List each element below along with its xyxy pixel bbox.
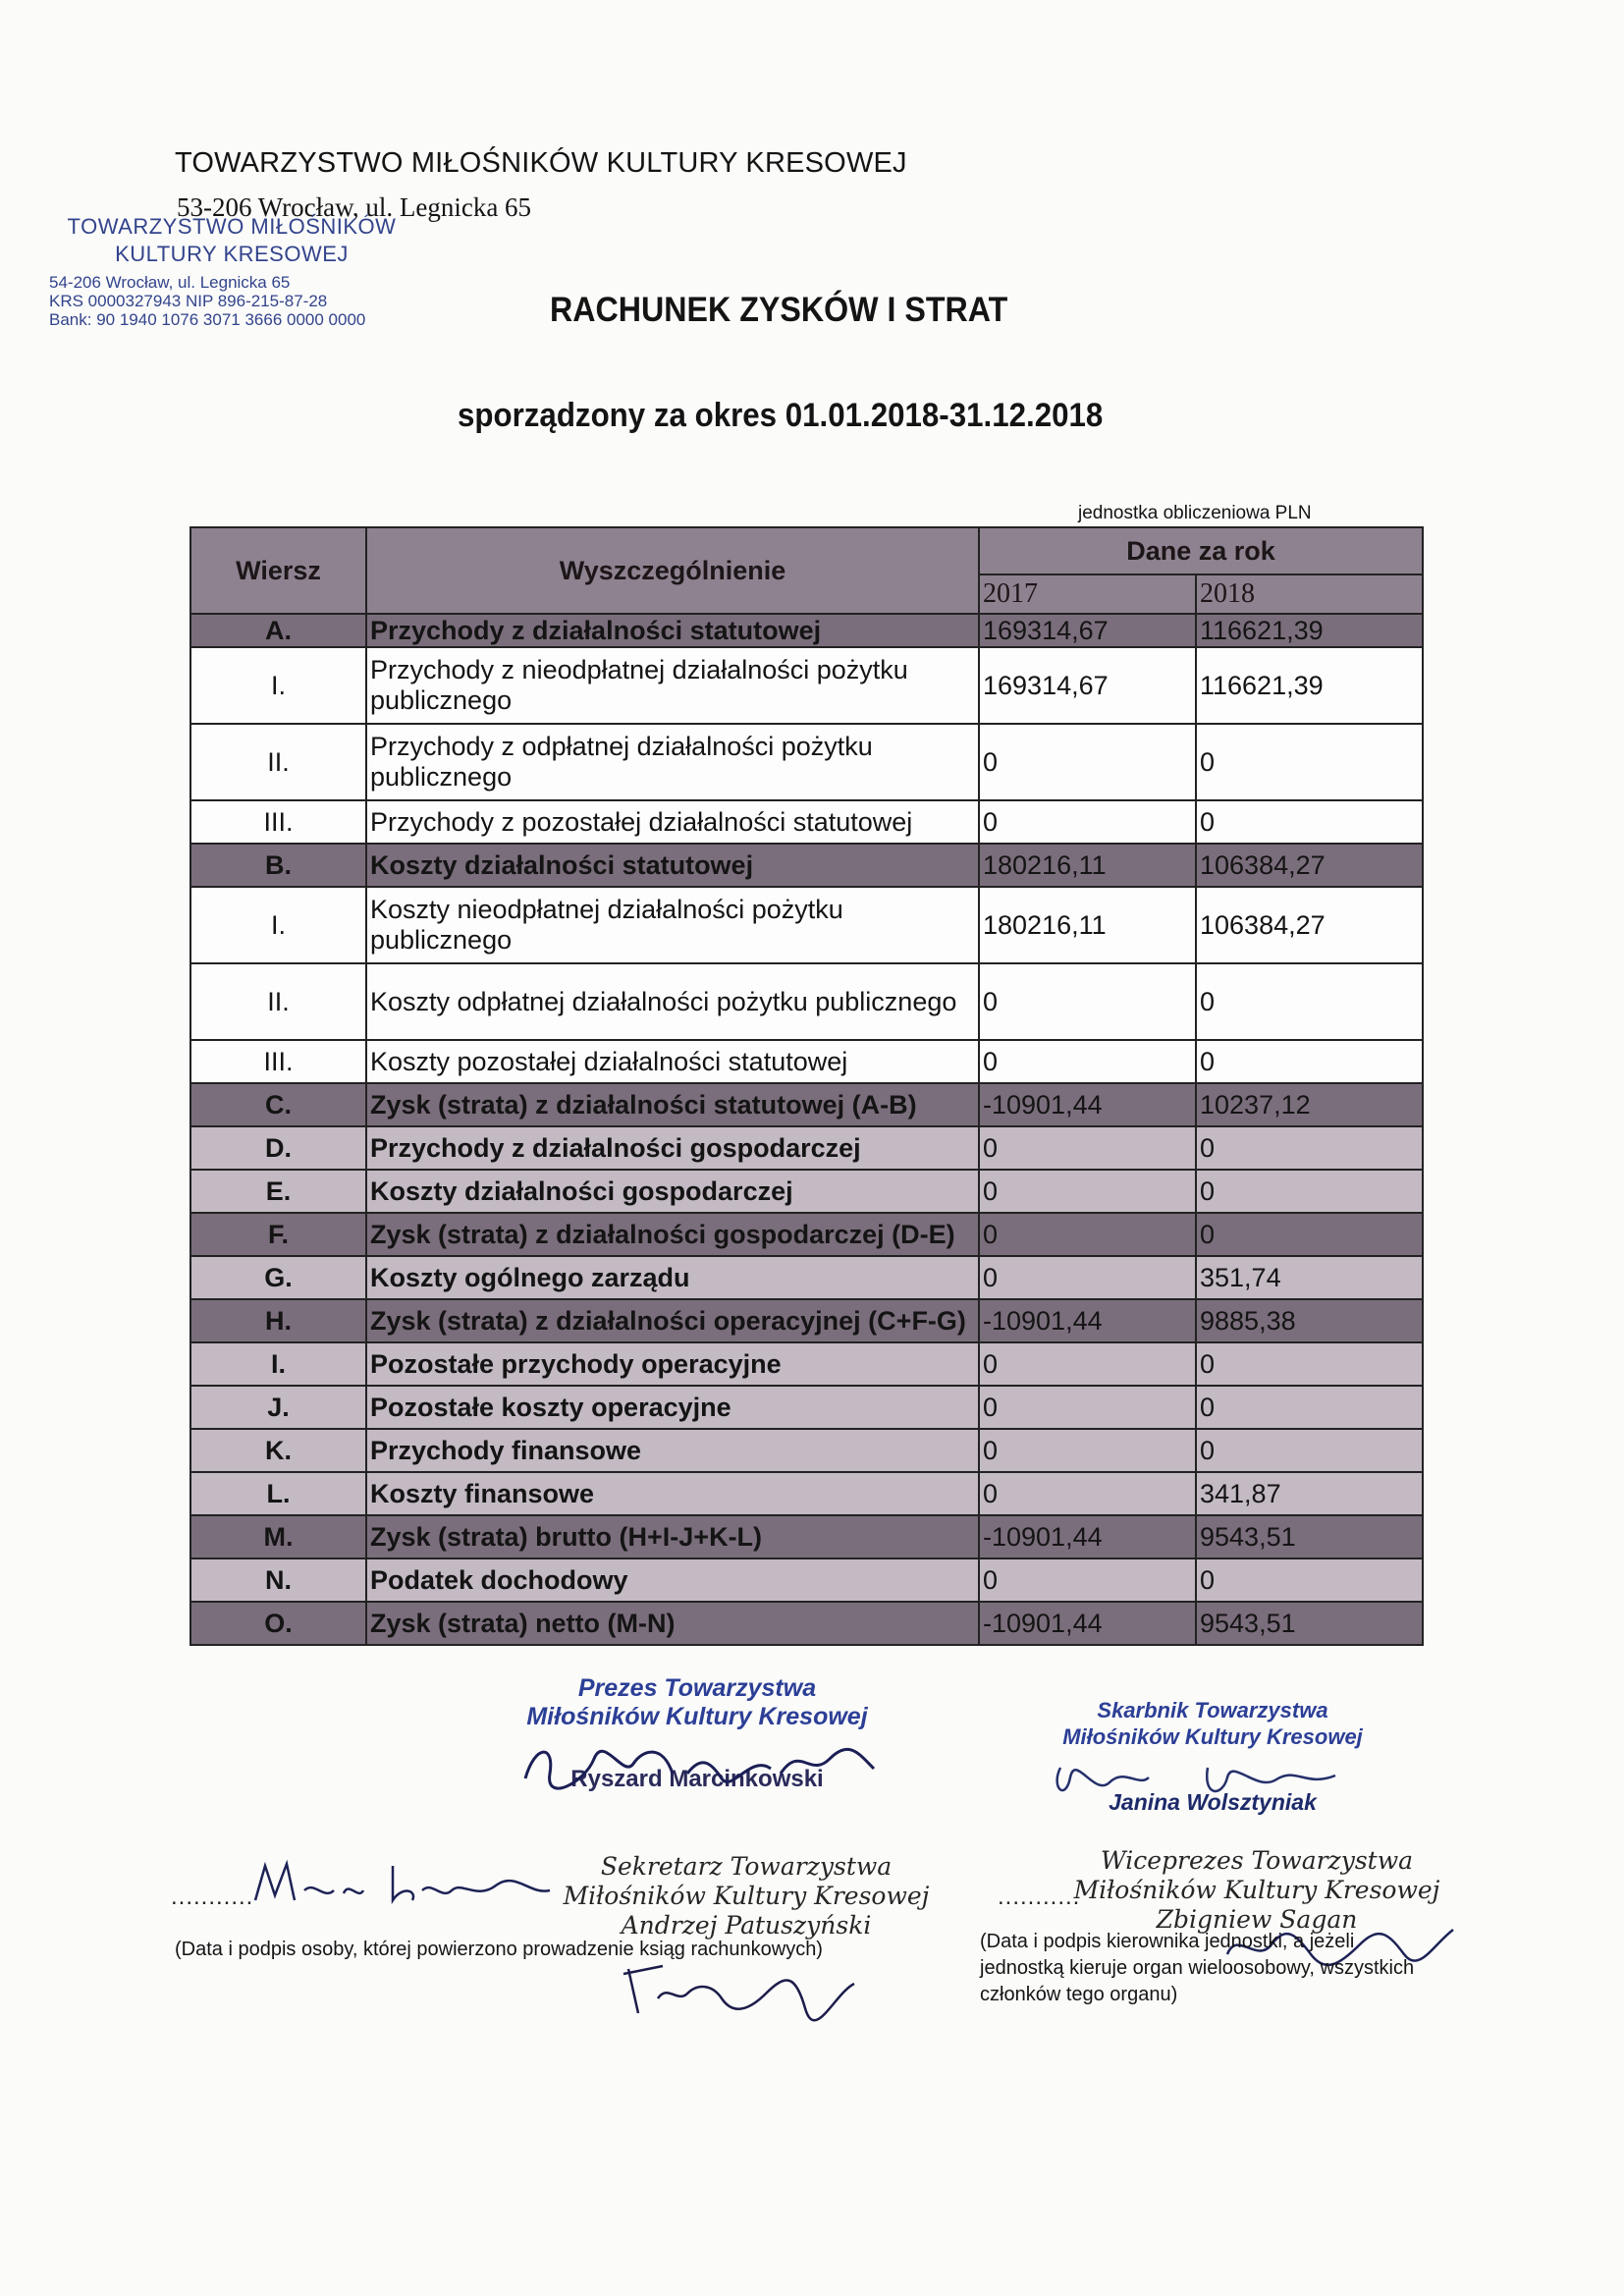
- row-id-cell: D.: [190, 1126, 366, 1170]
- table-row: [190, 1342, 1423, 1386]
- row-id-cell: K.: [190, 1429, 366, 1472]
- row-description-cell: Przychody z nieodpłatnej działalności pożytku publicznego: [366, 647, 979, 724]
- row-id-cell: H.: [190, 1299, 366, 1342]
- value-2017-cell: -10901,44: [979, 1083, 1196, 1126]
- row-description-cell: Zysk (strata) netto (M-N): [366, 1602, 979, 1645]
- row-description-cell: Przychody z pozostałej działalności statutowej: [366, 800, 979, 844]
- company-stamp: [45, 214, 418, 329]
- stamp-line-3: 54-206 Wrocław, ul. Legnicka 65: [49, 273, 291, 292]
- table-row: [190, 614, 1423, 647]
- treasurer-handwritten-signature: [1041, 1758, 1365, 1812]
- vice-president-title-1: Wiceprezes Towarzystwa: [1100, 1846, 1414, 1875]
- row-id-cell: A.: [190, 614, 366, 647]
- table-row: [190, 1170, 1423, 1213]
- value-2017-cell: 180216,11: [979, 844, 1196, 887]
- value-2017-cell: -10901,44: [979, 1602, 1196, 1645]
- header-year-2017: 2017: [979, 574, 1196, 614]
- row-id-cell: II.: [190, 724, 366, 800]
- value-2018-cell: 0: [1196, 800, 1423, 844]
- row-description-cell: Koszty nieodpłatnej działalności pożytku publicznego: [366, 887, 979, 963]
- president-title-1: Prezes Towarzystwa: [577, 1674, 817, 1702]
- secretary-title-1: Sekretarz Towarzystwa: [600, 1852, 893, 1881]
- document-title: RACHUNEK ZYSKÓW I STRAT: [550, 291, 1008, 329]
- value-2018-cell: 0: [1196, 1040, 1423, 1083]
- table-row: [190, 647, 1423, 724]
- value-2017-cell: 0: [979, 1342, 1196, 1386]
- row-description-cell: Przychody z działalności statutowej: [366, 614, 979, 647]
- row-id-cell: O.: [190, 1602, 366, 1645]
- row-id-cell: III.: [190, 1040, 366, 1083]
- table-row: [190, 1213, 1423, 1256]
- value-2017-cell: 0: [979, 1558, 1196, 1602]
- stamp-line-1: TOWARZYSTWO MIŁOŚNIKÓW: [67, 214, 397, 239]
- treasurer-title-2: Miłośników Kultury Kresowej: [1062, 1724, 1363, 1749]
- row-description-cell: Koszty działalności statutowej: [366, 844, 979, 887]
- table-row: [190, 1126, 1423, 1170]
- row-id-cell: J.: [190, 1386, 366, 1429]
- profit-loss-table: [189, 526, 1424, 1646]
- reporting-period: sporządzony za okres 01.01.2018-31.12.2018: [458, 397, 1104, 434]
- secretary-title-2: Miłośników Kultury Kresowej: [563, 1882, 930, 1910]
- value-2017-cell: -10901,44: [979, 1299, 1196, 1342]
- value-2018-cell: 0: [1196, 1213, 1423, 1256]
- row-description-cell: Zysk (strata) z działalności operacyjnej (C+F-G): [366, 1299, 979, 1342]
- value-2017-cell: 169314,67: [979, 647, 1196, 724]
- value-2018-cell: 106384,27: [1196, 887, 1423, 963]
- organization-address: 53-206 Wrocław, ul. Legnicka 65: [177, 192, 532, 222]
- value-2018-cell: 0: [1196, 1429, 1423, 1472]
- bookkeeper-handwritten-signature: [245, 1856, 560, 1915]
- table-row: [190, 887, 1423, 963]
- caption-bookkeeper: (Data i podpis osoby, której powierzono prowadzenie ksiąg rachunkowych): [175, 1939, 823, 1960]
- row-id-cell: I.: [190, 1342, 366, 1386]
- president-handwritten-signature: [515, 1734, 889, 1803]
- value-2018-cell: 9543,51: [1196, 1602, 1423, 1645]
- table-row: [190, 724, 1423, 800]
- row-id-cell: L.: [190, 1472, 366, 1515]
- value-2018-cell: 10237,12: [1196, 1083, 1423, 1126]
- value-2018-cell: 0: [1196, 1170, 1423, 1213]
- header-data-for-year: Dane za rok: [979, 527, 1423, 574]
- row-description-cell: Koszty finansowe: [366, 1472, 979, 1515]
- treasurer-title-1: Skarbnik Towarzystwa: [1097, 1698, 1328, 1722]
- table-row: [190, 1040, 1423, 1083]
- header-row-number: Wiersz: [190, 527, 366, 614]
- signature-line-bookkeeper: ...........: [171, 1884, 254, 1910]
- value-2017-cell: 0: [979, 1040, 1196, 1083]
- stamp-line-2: KULTURY KRESOWEJ: [115, 242, 349, 266]
- row-id-cell: G.: [190, 1256, 366, 1299]
- president-name: Ryszard Marcinkowski: [570, 1766, 824, 1792]
- secretary-handwritten-signature: [619, 1954, 874, 2023]
- value-2018-cell: 351,74: [1196, 1256, 1423, 1299]
- value-2017-cell: 169314,67: [979, 614, 1196, 647]
- signature-secretary: [550, 1852, 943, 1941]
- table-row: [190, 1515, 1423, 1558]
- signature-line-management: ...........: [998, 1884, 1081, 1910]
- value-2018-cell: 0: [1196, 1558, 1423, 1602]
- row-description-cell: Zysk (strata) brutto (H+I-J+K-L): [366, 1515, 979, 1558]
- value-2018-cell: 0: [1196, 963, 1423, 1040]
- row-id-cell: I.: [190, 647, 366, 724]
- value-2018-cell: 0: [1196, 1126, 1423, 1170]
- row-id-cell: C.: [190, 1083, 366, 1126]
- president-title-2: Miłośników Kultury Kresowej: [526, 1703, 868, 1730]
- row-description-cell: Pozostałe przychody operacyjne: [366, 1342, 979, 1386]
- table-row: [190, 963, 1423, 1040]
- table-row: [190, 844, 1423, 887]
- row-description-cell: Zysk (strata) z działalności statutowej (A-B): [366, 1083, 979, 1126]
- value-2017-cell: 0: [979, 1429, 1196, 1472]
- row-description-cell: Przychody z odpłatnej działalności pożytku publicznego: [366, 724, 979, 800]
- table-row: [190, 1299, 1423, 1342]
- table-row: [190, 1429, 1423, 1472]
- row-description-cell: Koszty ogólnego zarządu: [366, 1256, 979, 1299]
- table-row: [190, 1472, 1423, 1515]
- value-2017-cell: 0: [979, 963, 1196, 1040]
- vice-president-title-2: Miłośników Kultury Kresowej: [1073, 1876, 1440, 1904]
- row-id-cell: II.: [190, 963, 366, 1040]
- value-2018-cell: 0: [1196, 1386, 1423, 1429]
- row-description-cell: Zysk (strata) z działalności gospodarczej (D-E): [366, 1213, 979, 1256]
- value-2017-cell: 0: [979, 1170, 1196, 1213]
- caption-management: (Data i podpis kierownika jednostki, a jeżeli jednostką kieruje organ wieloosobowy, wszystkich członków tego organu): [980, 1931, 1415, 2005]
- organization-name: TOWARZYSTWO MIŁOŚNIKÓW KULTURY KRESOWEJ: [175, 147, 907, 179]
- secretary-name: Andrzej Patuszyński: [621, 1911, 872, 1940]
- row-description-cell: Przychody finansowe: [366, 1429, 979, 1472]
- vice-president-name: Zbigniew Sagan: [1156, 1905, 1358, 1934]
- row-description-cell: Koszty działalności gospodarczej: [366, 1170, 979, 1213]
- row-description-cell: Podatek dochodowy: [366, 1558, 979, 1602]
- table-row: [190, 1558, 1423, 1602]
- value-2018-cell: 116621,39: [1196, 647, 1423, 724]
- row-id-cell: E.: [190, 1170, 366, 1213]
- value-2017-cell: 0: [979, 800, 1196, 844]
- value-2018-cell: 9885,38: [1196, 1299, 1423, 1342]
- header-description: Wyszczególnienie: [366, 527, 979, 614]
- value-2017-cell: 180216,11: [979, 887, 1196, 963]
- row-description-cell: Pozostałe koszty operacyjne: [366, 1386, 979, 1429]
- value-2018-cell: 0: [1196, 724, 1423, 800]
- row-id-cell: III.: [190, 800, 366, 844]
- value-2018-cell: 0: [1196, 1342, 1423, 1386]
- row-id-cell: N.: [190, 1558, 366, 1602]
- value-2017-cell: 0: [979, 1213, 1196, 1256]
- stamp-line-5: Bank: 90 1940 1076 3071 3666 0000 0000: [49, 310, 366, 329]
- value-2017-cell: 0: [979, 1256, 1196, 1299]
- table-row: [190, 1256, 1423, 1299]
- value-2018-cell: 9543,51: [1196, 1515, 1423, 1558]
- row-description-cell: Koszty pozostałej działalności statutowej: [366, 1040, 979, 1083]
- stamp-line-4: KRS 0000327943 NIP 896-215-87-28: [49, 292, 328, 310]
- value-2017-cell: 0: [979, 1126, 1196, 1170]
- row-id-cell: F.: [190, 1213, 366, 1256]
- treasurer-name: Janina Wolsztyniak: [1109, 1789, 1317, 1815]
- value-2018-cell: 106384,27: [1196, 844, 1423, 887]
- row-description-cell: Przychody z działalności gospodarczej: [366, 1126, 979, 1170]
- row-description-cell: Koszty odpłatnej działalności pożytku publicznego: [366, 963, 979, 1040]
- row-id-cell: I.: [190, 887, 366, 963]
- table-row: [190, 1083, 1423, 1126]
- table-body: [190, 614, 1423, 1645]
- table-row: [190, 1602, 1423, 1645]
- unit-note: jednostka obliczeniowa PLN: [1078, 503, 1312, 523]
- value-2018-cell: 116621,39: [1196, 614, 1423, 647]
- value-2018-cell: 341,87: [1196, 1472, 1423, 1515]
- value-2017-cell: 0: [979, 1386, 1196, 1429]
- value-2017-cell: -10901,44: [979, 1515, 1196, 1558]
- header-year-2018: 2018: [1196, 574, 1423, 614]
- value-2017-cell: 0: [979, 1472, 1196, 1515]
- row-id-cell: B.: [190, 844, 366, 887]
- value-2017-cell: 0: [979, 724, 1196, 800]
- table-row: [190, 800, 1423, 844]
- table-row: [190, 1386, 1423, 1429]
- row-id-cell: M.: [190, 1515, 366, 1558]
